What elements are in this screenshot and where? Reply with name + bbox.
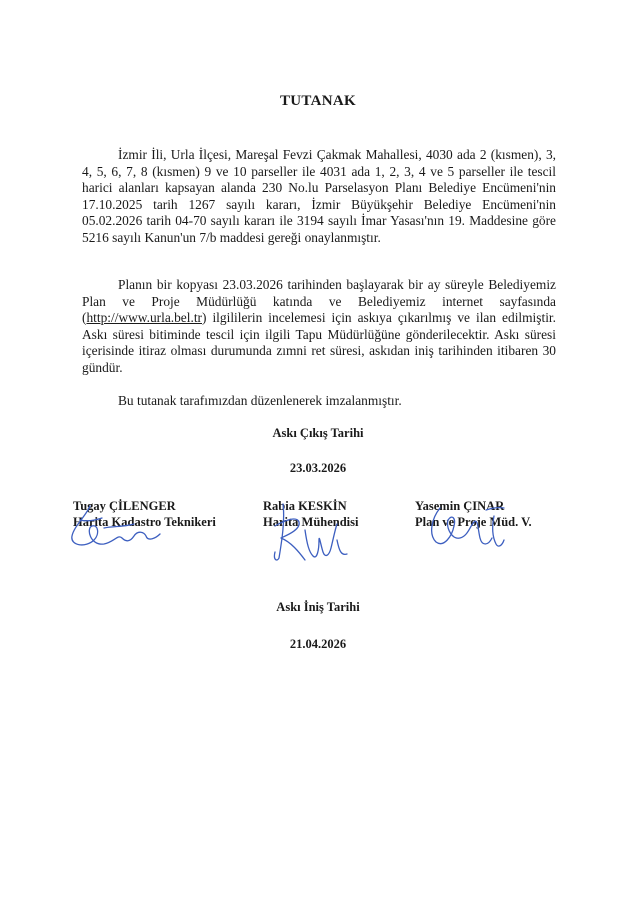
signatory-3 — [415, 498, 532, 530]
signatory-2 — [263, 498, 359, 530]
signatory-2-name: Rabia KESKİN — [263, 499, 347, 513]
signatory-3-title: Plan ve Proje Müd. V. — [415, 515, 532, 529]
paragraph-display-notice — [82, 277, 556, 376]
document-title: TUTANAK — [280, 93, 356, 109]
paragraph-display-notice-text-1: Planın bir kopyası 23.03.2026 tarihinden başlayarak bir ay süreyle Belediyemiz Plan ve Proje Müdürlüğü katında ve Belediyemiz internet sayfasında ( — [82, 277, 556, 325]
aski-cikis-date: 23.03.2026 — [289, 461, 347, 475]
signatory-1-title: Harita Kadastro Teknikeri — [73, 515, 216, 529]
paragraph-display-notice-text-2: ) ilgililerin incelemesi için askıya çıkarılmış ve ilan edilmiştir. Askı süresi bitiminde tescil için ilgili Tapu Müdürlüğüne gönderilecektir. Askı süresi içerisinde itiraz olması durumunda zımni ret süresi, askıdan iniş tarihinden itibaren 30 gündür. — [82, 310, 556, 375]
paragraph-signature-statement: Bu tutanak tarafımızdan düzenlenerek imzalanmıştır. — [118, 393, 402, 408]
aski-inis-label: Askı İniş Tarihi — [276, 600, 360, 614]
website-link[interactable]: http://www.urla.bel.tr — [86, 310, 203, 325]
aski-inis-date: 21.04.2026 — [289, 637, 347, 651]
aski-cikis-label: Askı Çıkış Tarihi — [272, 426, 364, 440]
signatory-3-name: Yasemin ÇINAR — [415, 499, 505, 513]
paragraph-plan-approval: İzmir İli, Urla İlçesi, Mareşal Fevzi Çakmak Mahallesi, 4030 ada 2 (kısmen), 3, 4, 5, 6, 7, 8 (kısmen) 9 ve 10 parseller ile 4031 ada 1, 2, 3, 4 ve 5 parseller ile tescil harici alanları kapsayan alanda 230 No.lu Parselasyon Planı Belediye Encümeni'nin 17.10.2025 tarih 1267 sayılı kararı, İzmir Büyükşehir Belediye Encümeni'nin 05.02.2026 tarih 04-70 sayılı kararı ile 3194 sayılı İmar Yasası'nın 19. Maddesine göre 5216 sayılı Kanun'un 7/b maddesi gereği onaylanmıştır. — [82, 147, 556, 245]
signatory-1 — [73, 498, 216, 530]
signatory-1-name: Tugay ÇİLENGER — [73, 499, 176, 513]
signatory-2-title: Harita Mühendisi — [263, 515, 359, 529]
